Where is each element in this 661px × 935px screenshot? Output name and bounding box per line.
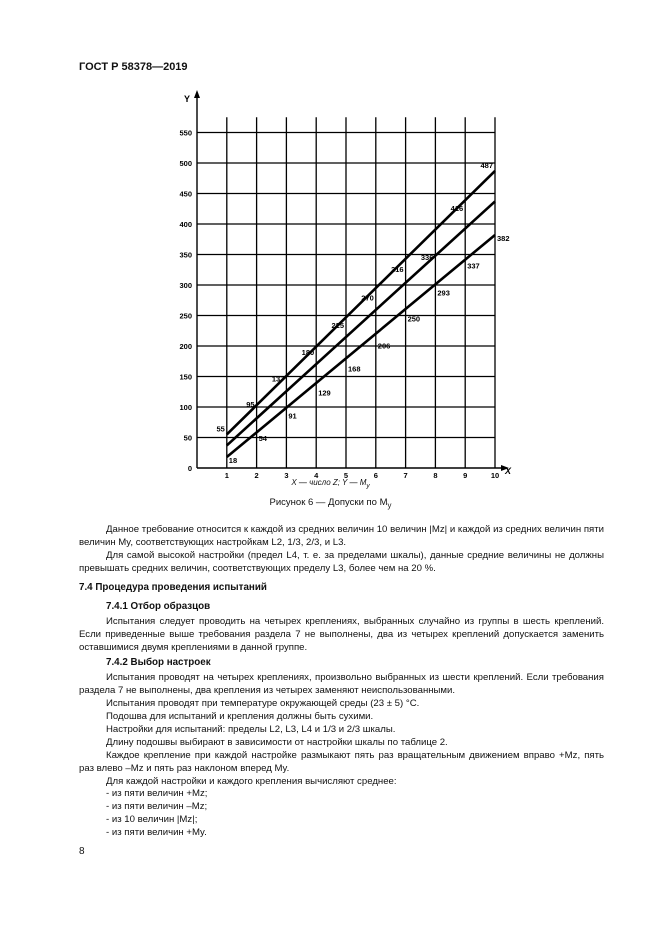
y-tick-label: 200 (179, 342, 192, 351)
x-tick-label: 3 (284, 471, 289, 480)
data-label-upper: 95 (246, 400, 255, 410)
list-item: - из пяти величин +My. (106, 827, 207, 838)
list-item: - из пяти величин +Mz; (106, 788, 208, 799)
data-label-upper: 336 (420, 253, 434, 263)
chart-grid (197, 117, 495, 468)
y-axis-label: Y (184, 94, 191, 104)
data-label-lower: 206 (377, 341, 391, 351)
x-tick-label: 2 (254, 471, 259, 480)
paragraph: Для самой высокой настройки (предел L4, т. е. за пределами шкалы), данные средние величины не должны превышать средних величин, соответствующих пределу L3, более чем на 20 %. (79, 550, 604, 574)
list-item: - из пяти величин –Mz; (106, 801, 208, 812)
x-tick-label: 7 (403, 471, 408, 480)
list-item: - из 10 величин |Mz|; (106, 814, 198, 825)
paragraph: Подошва для испытаний и крепления должны быть сухими. (106, 711, 374, 722)
series-line-middle (227, 201, 495, 445)
paragraph: Длину подошвы выбирают в зависимости от настройки шкалы по таблице 2. (106, 737, 448, 748)
y-tick-label: 50 (183, 433, 192, 443)
tolerance-chart (160, 88, 512, 480)
y-tick-label: 250 (179, 311, 192, 321)
y-tick-label: 100 (179, 403, 192, 412)
chart-lines (227, 171, 495, 457)
x-tick-label: 10 (490, 471, 500, 480)
data-label-upper: 180 (301, 348, 315, 358)
paragraph: Испытания проводят при температуре окружающей среды (23 ± 5) °С. (106, 698, 420, 709)
y-tick-label: 150 (179, 372, 192, 382)
data-label-upper: 487 (480, 160, 493, 170)
data-label-upper: 55 (216, 424, 225, 434)
figure-caption: Рисунок 6 — Допуски по $M_y$ (269, 497, 392, 510)
x-tick-label: 1 (224, 471, 229, 480)
x-tick-label: 8 (433, 471, 438, 480)
y-tick-label: 350 (179, 250, 192, 260)
subsection-heading: 7.4.1 Отбор образцов (106, 601, 211, 612)
x-tick-label: 6 (373, 471, 378, 480)
data-label-lower: 129 (318, 388, 331, 398)
y-tick-label: 550 (179, 128, 192, 138)
figure-legend: X — число Z; Y — $M_y$ (291, 478, 370, 490)
section-heading: 7.4 Процедура проведения испытаний (79, 582, 267, 593)
y-tick-label: 0 (187, 464, 192, 473)
data-label-upper: 316 (391, 265, 404, 275)
paragraph: Испытания проводят на четырех креплениях, произвольно выбранных из шести креплений. Если требования раздела 7 не выполнены, два крепления из четырех заменяют неиспользованными. (79, 672, 604, 696)
y-tick-label: 500 (179, 159, 192, 168)
chart-axes (184, 90, 512, 476)
data-label-lower: 91 (288, 411, 297, 421)
x-tick-label: 5 (343, 471, 349, 480)
y-axis-arrow (194, 90, 200, 98)
y-tick-label: 450 (179, 189, 192, 199)
data-label-upper: 416 (450, 204, 464, 214)
data-label-lower: 168 (348, 364, 361, 374)
x-tick-label: 9 (463, 471, 468, 480)
data-label-lower: 293 (437, 288, 450, 298)
paragraph: Для каждой настройки и каждого крепления вычисляют среднее: (106, 776, 397, 787)
document-header: ГОСТ Р 58378—2019 (79, 61, 188, 73)
data-label-lower: 337 (467, 261, 480, 271)
paragraph: Испытания следует проводить на четырех креплениях, выбранных случайно из группы в шесть креплений. Если приведенные выше требования раздела 7 не выполнены, два из четырех креплений допускается заменить оставшимися двумя креплениями в данной группе. (79, 616, 604, 653)
data-label-upper: 225 (331, 320, 344, 330)
paragraph: Настройки для испытаний: пределы L2, L3, L4 и 1/3 и 2/3 шкалы. (106, 724, 396, 735)
x-tick-label: 4 (314, 471, 319, 480)
data-label-lower: 54 (258, 434, 267, 444)
data-label-upper: 137 (271, 374, 285, 384)
page-number: 8 (79, 846, 85, 857)
y-tick-label: 300 (179, 281, 192, 290)
paragraph: Каждое крепление при каждой настройке размыкают пять раз вращательным движением вправо +Mz, пять раз влево –Mz и пять раз наклоном вперед My. (79, 750, 604, 774)
data-label-lower: 250 (407, 314, 421, 324)
paragraph: Данное требование относится к каждой из средних величин 10 величин |Mz| и каждой из средних величин пяти величин My, соответствующих настройкам L2, 1/3, 2/3, и L3. (79, 524, 604, 548)
data-label-lower: 18 (228, 456, 238, 466)
data-label-upper: 270 (361, 293, 374, 303)
data-label-lower: 382 (497, 233, 510, 243)
x-axis-label: X (505, 466, 512, 476)
y-tick-label: 400 (179, 220, 192, 229)
subsection-heading: 7.4.2 Выбор настроек (106, 657, 211, 668)
